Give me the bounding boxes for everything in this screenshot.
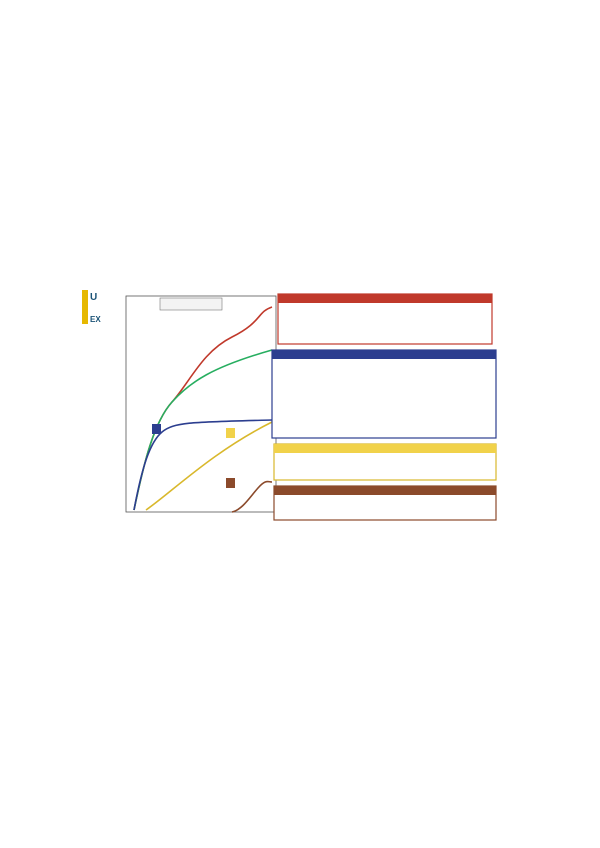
marker-3 — [226, 478, 235, 488]
logo-fragment-text: U — [90, 292, 98, 303]
marker-2 — [226, 428, 235, 438]
marker-1 — [152, 424, 161, 434]
svg-text:EX: EX — [90, 315, 101, 324]
plot-area — [126, 296, 276, 512]
growth-figure — [82, 282, 498, 526]
logo-fragment-icon — [82, 290, 88, 324]
model-label-box — [160, 298, 222, 310]
